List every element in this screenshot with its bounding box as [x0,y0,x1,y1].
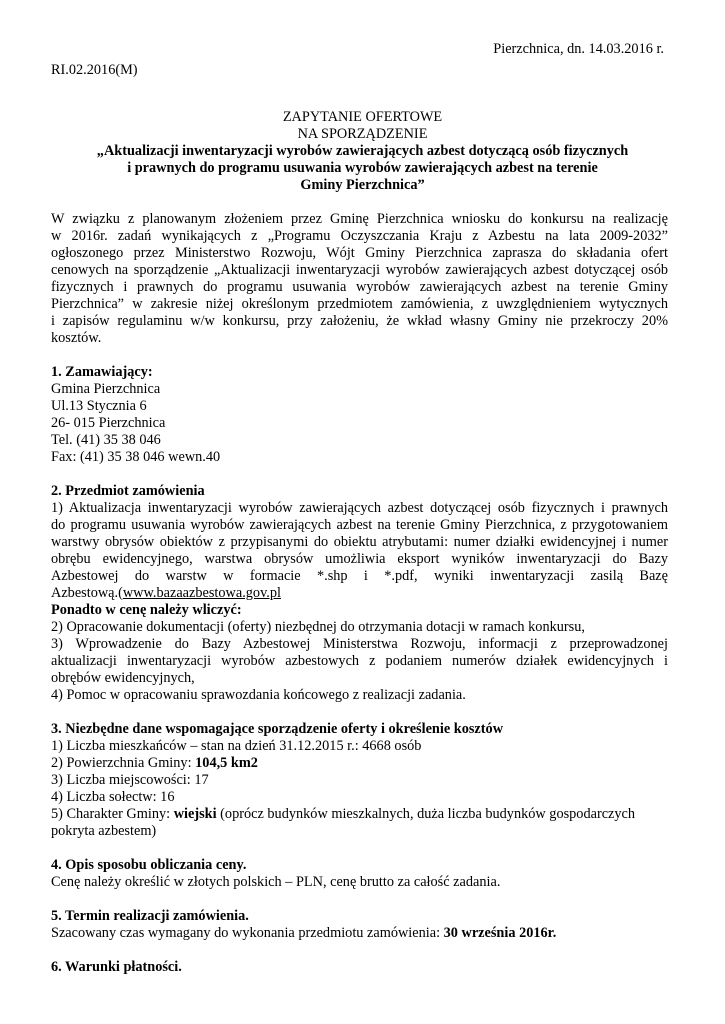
also-item: aktualizacji inwentaryzacji wyrobów azbestowych z podaniem numerów działek ewidencyjnych i [51,653,668,669]
data-item [51,755,668,772]
data-item-label: 5) Charakter Gminy: [51,806,174,822]
section-heading: 6. Warunki płatności. [51,959,182,975]
intro-line: ogłoszonego przez Ministerstwo Rozwoju, Wójt Gminy Pierzchnica zaprasza do składania ofert [51,245,668,261]
intro-paragraph [51,211,668,347]
section-orderer [51,364,668,466]
section-price-method [51,857,668,891]
section-deadline [51,908,668,942]
also-item: obrębów ewidencyjnych, [51,670,195,686]
data-item-label: 2) Powierzchnia Gminy: [51,755,196,771]
intro-line: w 2016r. zadań wynikających z „Programu Oczyszczania Kraju z Azbestu na lata 2009-2032” [51,228,668,244]
area-value: 104,5 km2 [195,755,258,771]
section-payment [51,959,668,976]
address-line: Tel. (41) 35 38 046 [51,432,161,448]
deadline-value: 30 września 2016r. [443,925,557,941]
intro-line: i zapisów regulaminu w/w konkursu, przy założeniu, że wkład własny Gminy nie przekroczy 20% [51,313,668,329]
also-included-heading: Ponadto w cenę należy wliczyć: [51,602,242,618]
data-item: 3) Liczba miejscowości: 17 [51,772,209,788]
intro-line: Pierzchnica” w zakresie niżej określonym przedmiotem zamówienia, z uwzględnieniem wytycznych [51,296,668,312]
address-line: Gmina Pierzchnica [51,381,161,397]
also-item: 4) Pomoc w opracowaniu sprawozdania końcowego z realizacji zadania. [51,687,466,703]
also-item: 3) Wprowadzenie do Bazy Azbestowej Ministerstwa Rozwoju, informacji z przeprowadzonej [51,636,668,652]
address-line: 26- 015 Pierzchnica [51,415,166,431]
address-line: Fax: (41) 35 38 046 wewn.40 [51,449,221,465]
title-line-4: i prawnych do programu usuwania wyrobów zawierających azbest na terenie [127,160,598,176]
section-heading: 1. Zamawiający: [51,364,153,380]
subject-line: do programu usuwania wyrobów zawierających azbest na terenie Gminy Pierzchnica, z przygotowaniem [51,517,668,533]
intro-line: W związku z planowanym złożeniem przez Gminę Pierzchnica wniosku do konkursu na realizację [51,211,668,227]
commune-type-value: wiejski [173,806,217,822]
intro-line: cenowych na sporządzenie „Aktualizacji inwentaryzacji wyrobów zawierających azbest dotyczącej osób [51,262,668,278]
data-item: pokryta azbestem) [51,823,157,839]
subject-line: 1) Aktualizacja inwentaryzacji wyrobów zawierających azbest dotyczącej osób fizycznych i prawnych [51,500,668,516]
bazaazbestowa-link[interactable]: www.bazaazbestowa.gov.pl [122,585,281,601]
subject-line: obrębu ewidencyjnego, warstwa obrysów umożliwia eksport wyników inwentaryzacji do Bazy [51,551,668,567]
title-line-1: ZAPYTANIE OFERTOWE [282,109,443,125]
section-offer-data [51,721,668,840]
address-line: Ul.13 Stycznia 6 [51,398,147,414]
deadline-label: Szacowany czas wymagany do wykonania przedmiotu zamówienia: [51,925,444,941]
document-body [51,211,668,976]
data-item-rest: (oprócz budynków mieszkalnych, duża liczba budynków gospodarczych [216,806,636,822]
intro-line: fizycznych i prawnych do programu usuwania wyrobów zawierających azbest na terenie Gminy [51,279,668,295]
section-heading: 3. Niezbędne dane wspomagające sporządzenie oferty i określenie kosztów [51,721,504,737]
place-date: Pierzchnica, dn. 14.03.2016 r. [493,41,664,57]
title-line-2: NA SPORZĄDZENIE [297,126,428,142]
section-subject [51,483,668,704]
reference-number: RI.02.2016(M) [51,62,138,78]
subject-line: warstwy obrysów obiektów z przypisanymi do obiektu atrybutami: numer działki ewidencyjnej i numer [51,534,668,550]
section-text [51,925,668,942]
section-heading: 2. Przedmiot zamówienia [51,483,205,499]
subject-line-prefix: Azbestową.( [51,585,123,601]
document-title [0,109,725,194]
section-heading: 5. Termin realizacji zamówienia. [51,908,249,924]
data-item: 1) Liczba mieszkańców – stan na dzień 31.12.2015 r.: 4668 osób [51,738,422,754]
subject-line [51,585,668,602]
also-item: 2) Opracowanie dokumentacji (oferty) niezbędnej do otrzymania dotacji w ramach konkursu, [51,619,585,635]
intro-line: kosztów. [51,330,102,346]
data-item: 4) Liczba sołectw: 16 [51,789,175,805]
title-line-3: „Aktualizacji inwentaryzacji wyrobów zawierających azbest dotyczącą osób fizycznych [96,143,629,159]
data-item [51,806,668,823]
section-heading: 4. Opis sposobu obliczania ceny. [51,857,247,873]
section-text: Cenę należy określić w złotych polskich – PLN, cenę brutto za całość zadania. [51,874,501,890]
title-line-5: Gminy Pierzchnica” [300,177,425,193]
subject-line: Azbestowej do warstw w formacie *.shp i *.pdf, wyniki inwentaryzacji zasilą Bazę [51,568,668,584]
